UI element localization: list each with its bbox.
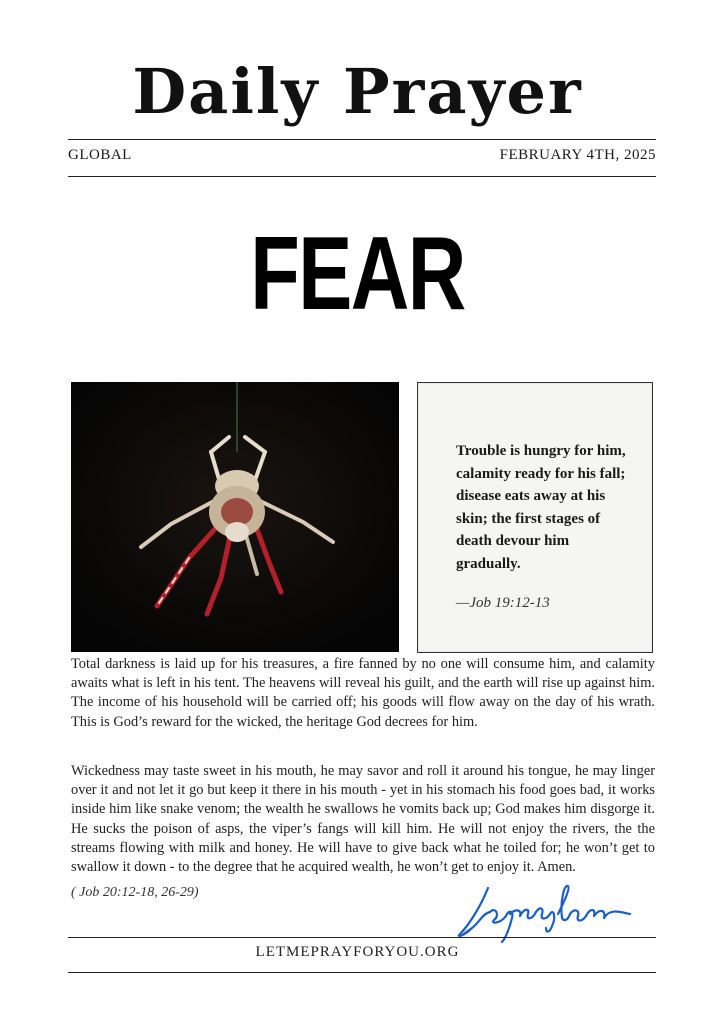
dateline-date: FEBRUARY 4TH, 2025 xyxy=(499,147,656,163)
footer-url[interactable]: LETMEPRAYFORYOU.ORG xyxy=(255,944,460,960)
spider-photo xyxy=(71,382,399,652)
scripture-quote-box xyxy=(417,382,653,653)
top-rule xyxy=(68,139,656,140)
footer-top-rule xyxy=(68,937,656,938)
spider-illustration xyxy=(71,382,399,652)
quote-citation: —Job 19:12-13 xyxy=(456,595,550,611)
dateline-bottom-rule xyxy=(68,176,656,177)
footer-bottom-rule xyxy=(68,972,656,973)
body-paragraph-1: Total darkness is laid up for his treasures, a fire fanned by no one will consume him, and calamity awaits what is left in his tent. The heavens will reveal his guilt, and the earth will rise up against him. The income of his household will be carried off; his goods will flow away on the day of his wrath. This is God’s reward for the wicked, the heritage God decrees for him. xyxy=(71,656,655,730)
masthead-title: Daily Prayer xyxy=(132,55,583,128)
headline: FEAR xyxy=(250,216,465,332)
quote-text: Trouble is hungry for him, calamity ready for his fall; disease eats away at his skin; the first stages of death devour him gradually. xyxy=(456,443,626,572)
body-paragraph-2: Wickedness may taste sweet in his mouth, he may savor and roll it around his tongue, he may linger over it and not let it go but keep it there in his mouth - yet in his stomach his food goes bad, it works inside him like snake venom; the wealth he swallows he vomits back up; God makes him disgorge it. He sucks the poison of asps, the viper’s fangs will kill him. He will not enjoy the rivers, the the streams flowing with milk and honey. He will have to give back what he toiled for; he won’t get to swallow it down - to the degree that he acquired wealth, he won’t get to enjoy it. Amen. xyxy=(71,763,655,876)
scripture-reference: ( Job 20:12-18, 26-29) xyxy=(71,885,199,900)
dateline-location: GLOBAL xyxy=(68,147,132,163)
signature xyxy=(450,878,635,944)
